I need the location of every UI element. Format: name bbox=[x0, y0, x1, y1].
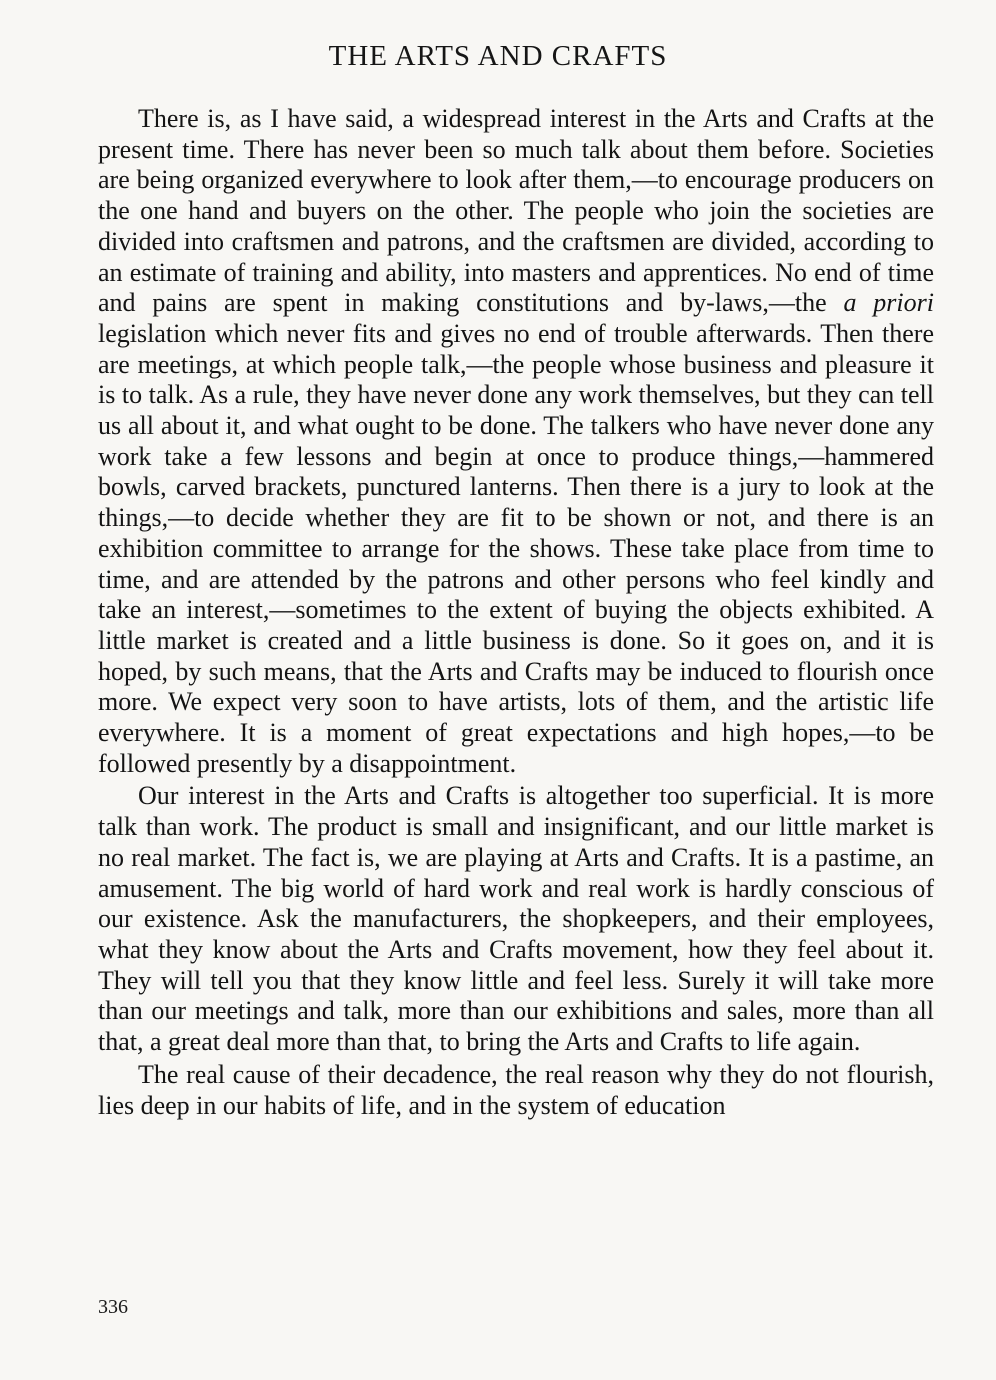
paragraph-1-text-continued: legislation which never fits and gives no end of trouble afterwards. Then there are meetings, at which people talk,—the people whose business and pleasure it is to talk. As a rule, they have never done any work themselves, but they can tell us all about it, and what ought to be done. The talkers who have never done any work take a few lessons and begin at once to produce things,—hammered bowls, carved brackets, punctured lanterns. Then there is a jury to look at the things,—to decide whether they are fit to be shown or not, and there is an exhibition committee to arrange for the shows. These take place from time to time, and are attended by the patrons and other persons who feel kindly and take an interest,—sometimes to the extent of buying the objects exhibited. A little market is created and a little business is done. So it goes on, and it is hoped, by such means, that the Arts and Crafts may be induced to flourish once more. We expect very soon to have artists, lots of them, and the artistic life everywhere. It is a moment of great expectations and high hopes,—to be followed presently by a disappointment. bbox=[98, 318, 934, 778]
paragraph-1-text: There is, as I have said, a widespread interest in the Arts and Crafts at the present time. There has never been so much talk about them before. Societies are being organized everywhere to look after them,—to encourage producers on the one hand and buyers on the other. The people who join the societies are divided into craftsmen and patrons, and the craftsmen are divided, according to an estimate of training and ability, into masters and apprentices. No end of time and pains are spent in making constitutions and by-laws,—the bbox=[98, 104, 934, 318]
italic-phrase: a priori bbox=[843, 288, 934, 318]
running-head: THE ARTS AND CRAFTS bbox=[328, 40, 668, 72]
page-number: 336 bbox=[98, 1296, 128, 1318]
paragraph-2: Our interest in the Arts and Crafts is altogether too superficial. It is more talk than work. The product is small and insignificant, and our little market is no real market. The fact is, we are playing at Arts and Crafts. It is a pastime, an amusement. The big world of hard work and real work is hardly conscious of our existence. Ask the manufacturers, the shopkeepers, and their employees, what they know about the Arts and Crafts movement, how they feel about it. They will tell you that they know little and feel less. Surely it will take more than our meetings and talk, more than our exhibitions and sales, more than all that, a great deal more than that, to bring the Arts and Crafts to life again. bbox=[98, 781, 934, 1057]
paragraph-3: The real cause of their decadence, the real reason why they do not flourish, lies deep in our habits of life, and in the system of education bbox=[98, 1059, 934, 1120]
body-text bbox=[98, 104, 934, 1121]
paragraph-1 bbox=[98, 104, 934, 779]
